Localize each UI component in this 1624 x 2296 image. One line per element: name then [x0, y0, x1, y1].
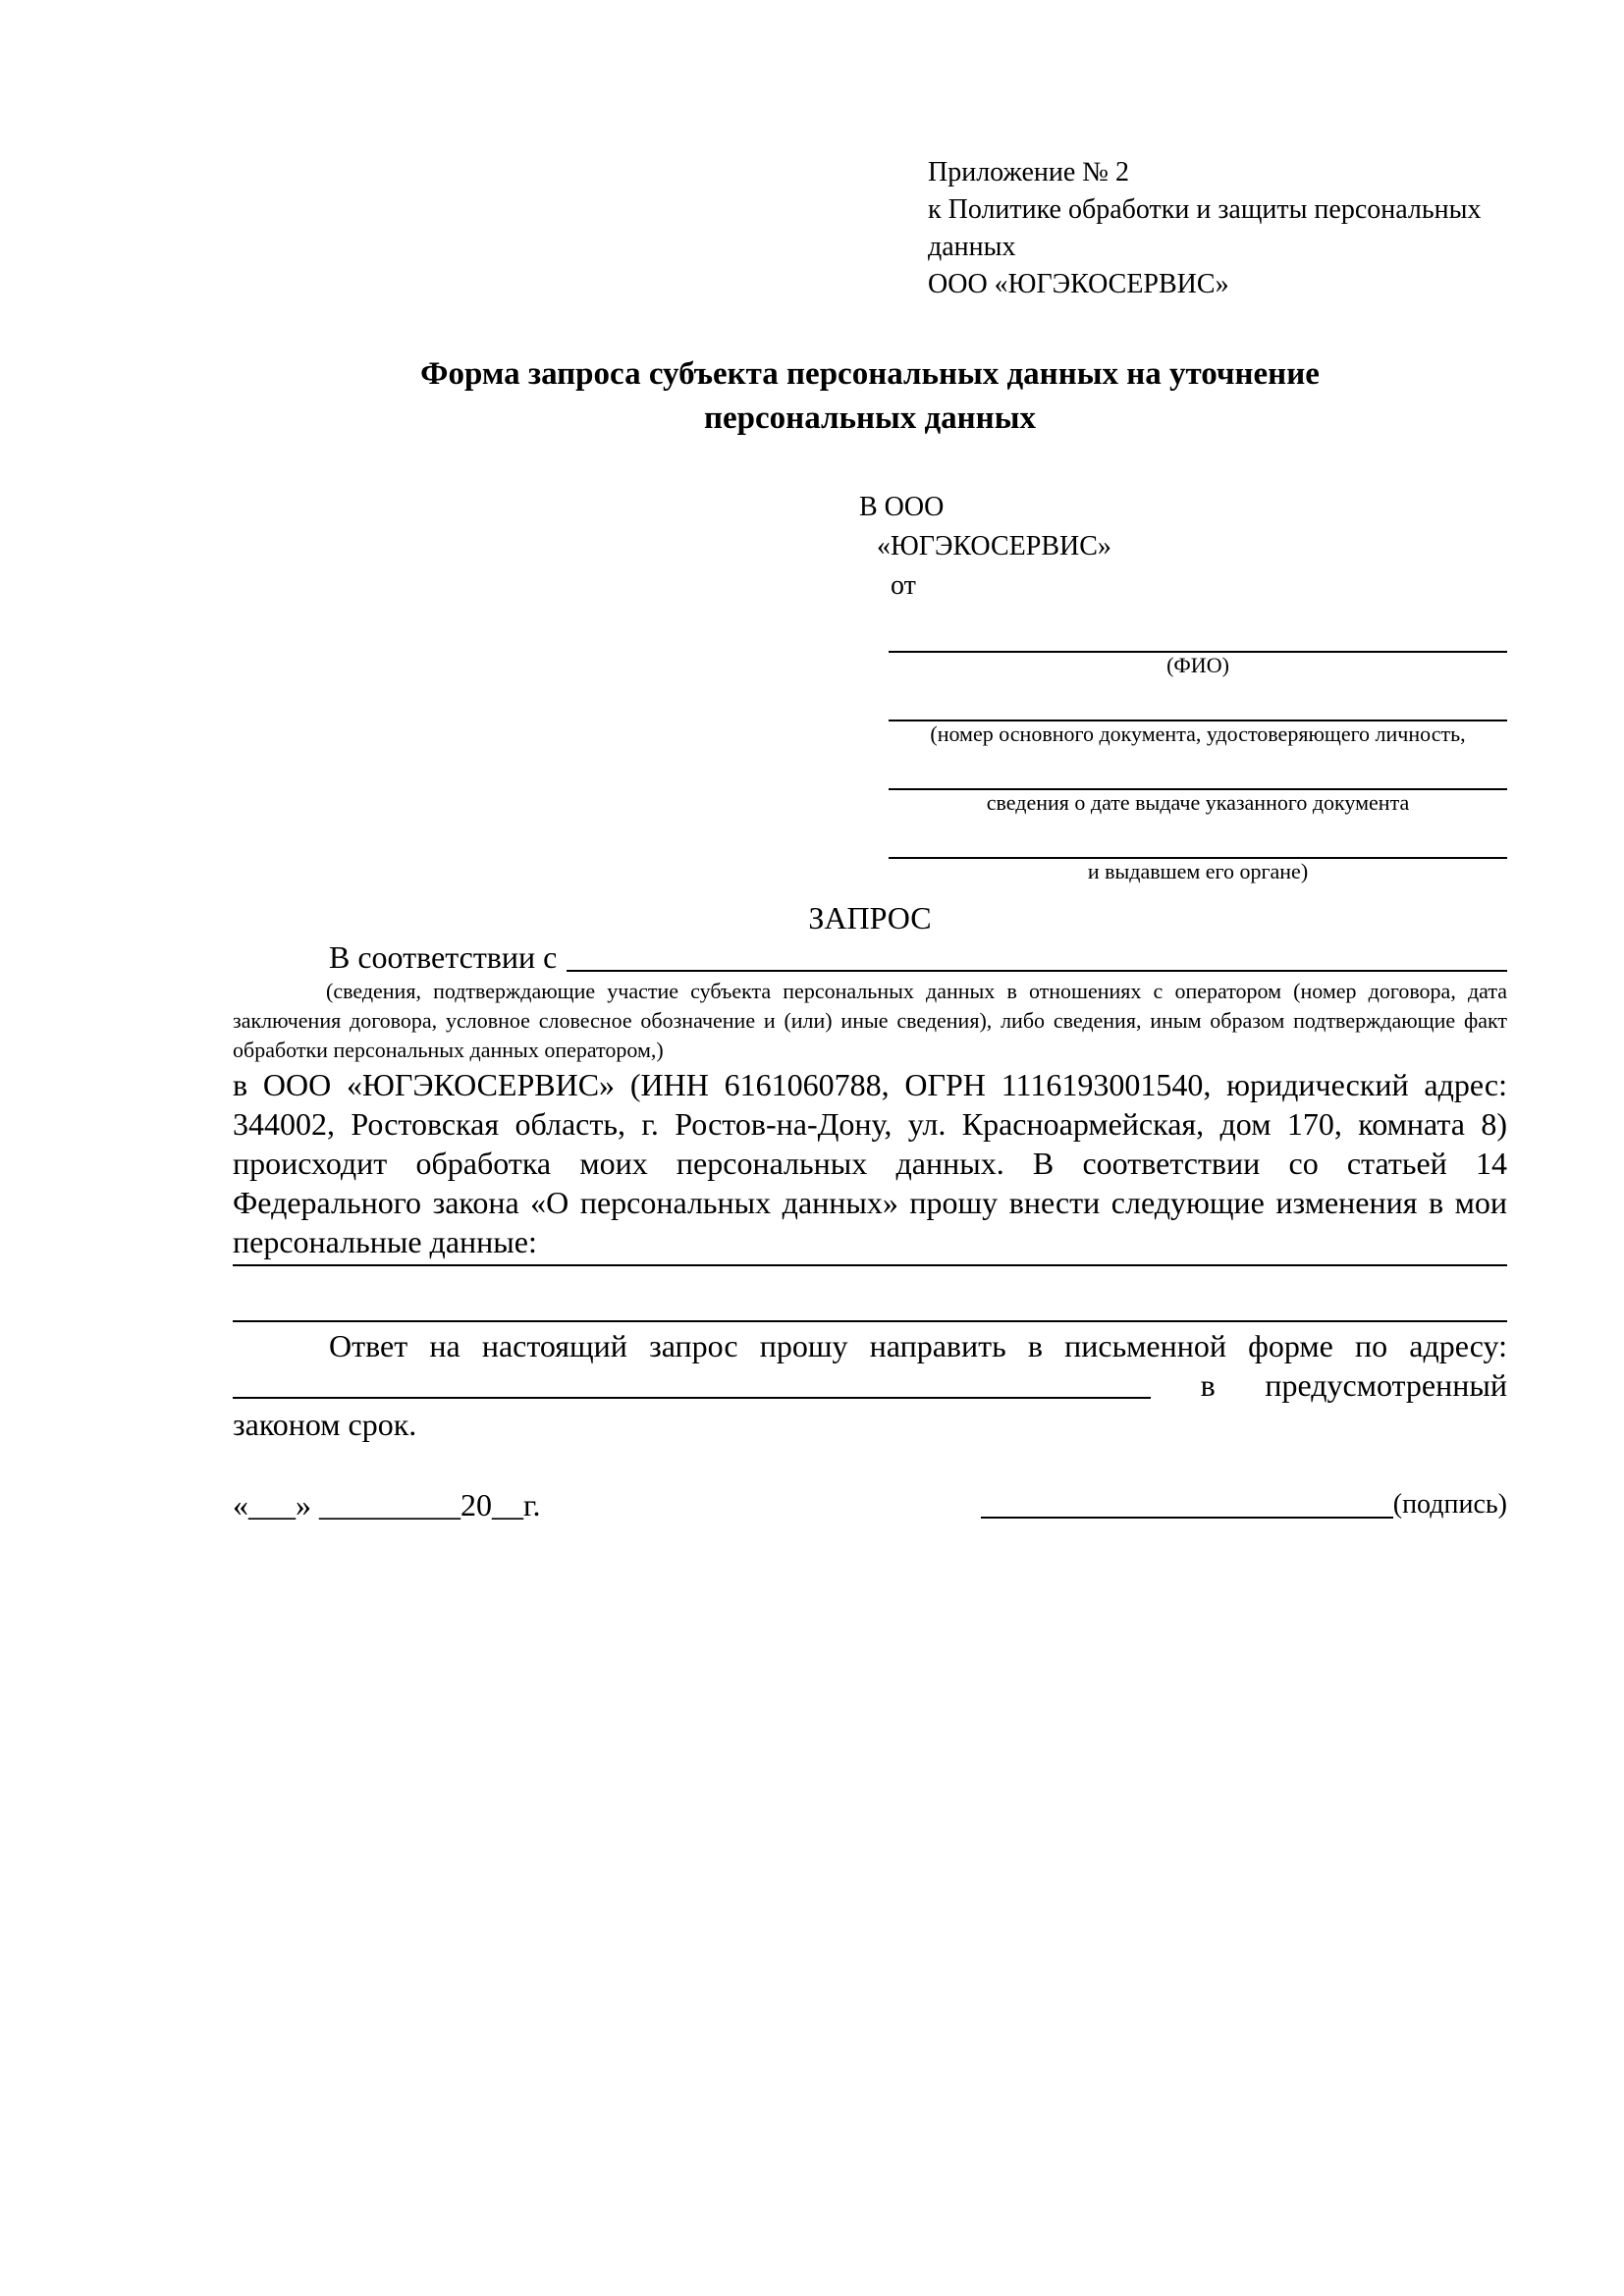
fio-caption: (ФИО): [1166, 653, 1229, 677]
id-document-field: [889, 678, 1507, 747]
signature-caption: (подпись): [1392, 1489, 1507, 1520]
annex-header: [928, 154, 1492, 303]
recipient-to: В ООО: [859, 492, 945, 522]
annex-header-line-1: Приложение № 2: [928, 157, 1129, 187]
document-title-line-2: персональных данных: [704, 400, 1036, 436]
issue-date-caption: сведения о дате выдаче указанного документа: [986, 790, 1410, 815]
reply-sentence: Ответ на настоящий запрос прошу направить в письменной форме по адресу:: [329, 1328, 1507, 1363]
request-heading: ЗАПРОС: [808, 900, 932, 935]
reply-conjunction: в: [1200, 1367, 1216, 1403]
changes-blank-line-2: [233, 1320, 1507, 1322]
issuing-authority-blank-line: [889, 816, 1507, 859]
intro-line: [233, 937, 1507, 977]
intro-text: В соответствии с: [329, 939, 558, 975]
document-title: [233, 352, 1507, 441]
annex-header-line-3: ООО «ЮГЭКОСЕРВИС»: [928, 269, 1229, 299]
recipient-block: [859, 488, 1507, 884]
issuing-authority-caption: и выдавшем его органе): [1087, 859, 1309, 883]
signature-area: [981, 1485, 1507, 1524]
recipient-org: «ЮГЭКОСЕРВИС»: [877, 531, 1111, 561]
annex-header-line-2: к Политике обработки и защиты персональных данных: [928, 194, 1482, 262]
issue-date-field: [889, 747, 1507, 816]
fio-blank-line: [889, 606, 1507, 653]
signature-date: «___» _________20__г.: [233, 1487, 541, 1522]
document-title-line-1: Форма запроса субъекта персональных данных на уточнение: [420, 356, 1320, 392]
id-document-blank-line: [889, 678, 1507, 721]
reply-address-line: [233, 1365, 1507, 1405]
recipient-from: от: [891, 570, 916, 601]
reply-closing: законом срок.: [233, 1407, 417, 1442]
issuing-authority-field: [889, 816, 1507, 884]
operator-relation-note: (сведения, подтверждающие участие субъекта персональных данных в отношениях с оператором (номер договора, дата заключения договора, условное словесное обозначение и (или) иные сведения), либо сведения, иным образом подтверждающие факт обработки персональных данных оператором,): [233, 979, 1507, 1062]
signature-blank-line: [981, 1517, 1393, 1519]
issue-date-blank-line: [889, 747, 1507, 790]
fio-field: [889, 606, 1507, 678]
id-document-caption: (номер основного документа, удостоверяющего личность,: [930, 721, 1466, 746]
reply-tail-word: предусмотренный: [1265, 1367, 1507, 1403]
intro-blank-line: [567, 937, 1507, 972]
signature-row: [233, 1485, 1507, 1524]
document-content: [233, 154, 1507, 1524]
changes-blank-line-1: [233, 1264, 1507, 1266]
request-body-paragraph: в ООО «ЮГЭКОСЕРВИС» (ИНН 6161060788, ОГРН 1116193001540, юридический адрес: 344002, Ростовская область, г. Ростов-на-Дону, ул. Красноармейская, дом 170, комната 8) происходит обработка моих персональных данных. В соответствии со статьей 14 Федерального закона «О персональных данных» прошу внести следующие изменения в мои персональные данные:: [233, 1067, 1507, 1259]
address-blank-line: [233, 1397, 1151, 1399]
